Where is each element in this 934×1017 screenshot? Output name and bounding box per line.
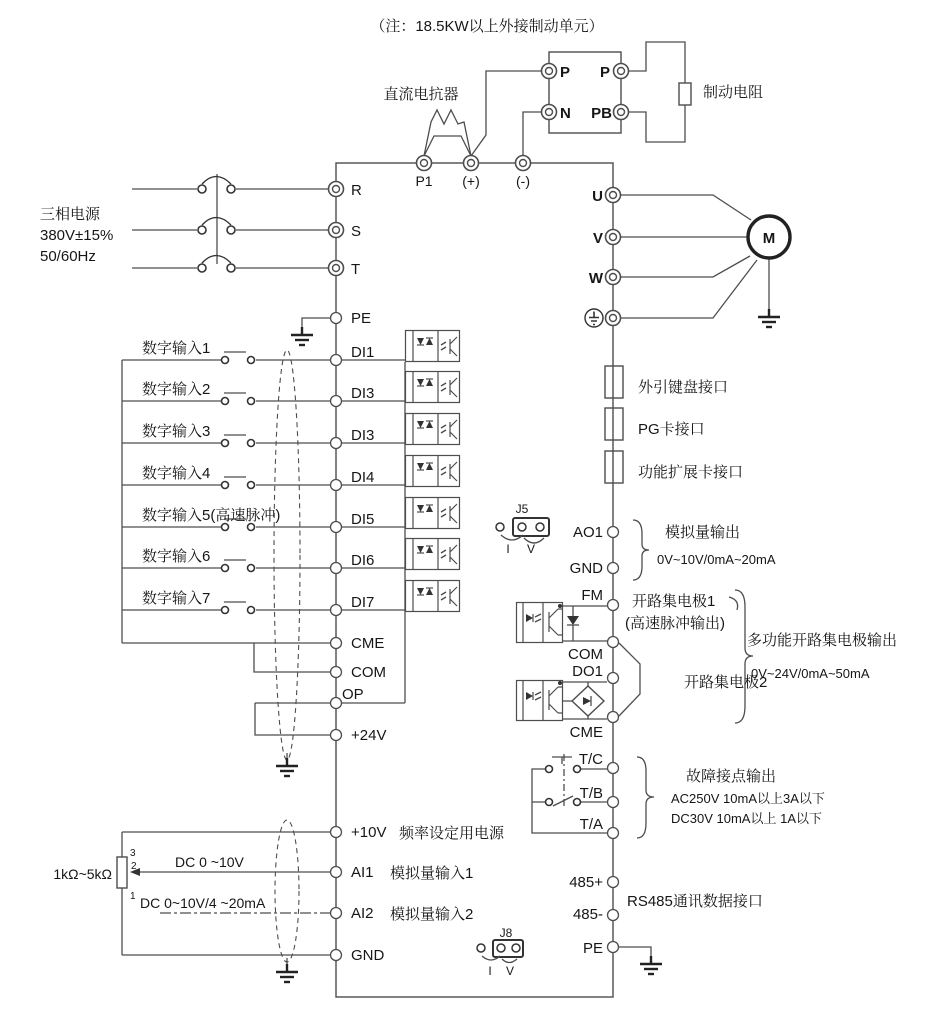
terminal-tc [608, 763, 619, 774]
terminal-oc-cme [608, 712, 619, 723]
terminal-plus [464, 156, 479, 171]
di3-switch [222, 440, 255, 447]
ai2-signal-label: DC 0~10V/4 ~20mA [140, 895, 266, 911]
terminal-minus [516, 156, 531, 171]
label-ao-gnd: GND [569, 560, 603, 577]
terminal-485n [608, 910, 619, 921]
terminal-gnd [331, 950, 342, 961]
label-oc-range: 0V~24V/0mA~50mA [751, 666, 870, 681]
label-r: R [351, 182, 362, 199]
label-com: COM [351, 664, 386, 681]
fm-optocoupler-icon [517, 603, 563, 643]
terminal-di5 [331, 522, 342, 533]
di6-terminal-label: DI6 [351, 552, 375, 569]
analog-output [608, 520, 650, 580]
terminal-485p [608, 877, 619, 888]
label-brake-p-right: P [599, 64, 610, 81]
terminal-brake-p-right [614, 64, 629, 79]
terminal-oc-com [608, 637, 619, 648]
di1-terminal-label: DI1 [351, 344, 375, 361]
reactor-label: 直流电抗器 [383, 86, 459, 103]
di6-label: 数字输入6 [142, 548, 211, 565]
ai1-signal-label: DC 0 ~10V [175, 854, 244, 870]
di4-switch [222, 482, 255, 489]
terminal-di4 [331, 480, 342, 491]
label-relay-title: 故障接点输出 [686, 768, 777, 785]
pot-pin1: 1 [130, 891, 136, 902]
label-oc2: 开路集电极2 [684, 674, 768, 691]
pg-card-interface-symbol [605, 408, 623, 440]
braking-resistor-symbol [679, 83, 691, 105]
terminal-pe2 [608, 942, 619, 953]
di5-optocoupler-icon [406, 498, 460, 529]
terminal-earth [606, 311, 621, 326]
terminal-di6 [331, 563, 342, 574]
comm-section [608, 877, 663, 975]
label-485p: 485+ [569, 874, 603, 891]
di2-label: 数字输入2 [142, 381, 211, 398]
pot-pin2: 2 [131, 861, 137, 872]
label-24v: +24V [351, 727, 387, 744]
label-fm: FM [581, 587, 603, 604]
di-shield-ground-symbol [276, 758, 298, 776]
label-s: S [351, 223, 362, 240]
terminal-brake-pb [614, 105, 629, 120]
label-ai2: AI2 [351, 905, 374, 922]
di3-label: 数字输入3 [142, 423, 211, 440]
label-minus: (-) [516, 173, 530, 189]
terminal-com [331, 667, 342, 678]
j5-i-label: I [506, 542, 510, 556]
note-top: （注：18.5KW以上外接制动单元） [370, 18, 604, 35]
label-ai2-desc: 模拟量输入2 [390, 906, 474, 923]
pe-ground-symbol [291, 327, 313, 345]
pot-value-label: 1kΩ~5kΩ [53, 866, 112, 882]
option-interfaces [605, 366, 623, 483]
pot-pin3: 3 [130, 848, 136, 859]
di4-terminal-label: DI4 [351, 469, 375, 486]
label-tb: T/B [579, 785, 603, 802]
terminal-di3 [331, 438, 342, 449]
motor-output [585, 188, 790, 328]
potentiometer-symbol [117, 857, 127, 888]
terminal-ao-gnd [608, 563, 619, 574]
di2-terminal-label: DI3 [351, 385, 375, 402]
keyboard-interface-symbol [605, 366, 623, 398]
di7-label: 数字输入7 [142, 590, 211, 607]
label-cme: CME [351, 635, 385, 652]
do1-optocoupler-icon [517, 681, 563, 721]
j5-jumper [496, 518, 549, 543]
pe2-ground-symbol [640, 956, 662, 974]
supply-label-2: 380V±15% [40, 227, 114, 244]
label-relay-spec1: AC250V 10mA以上3A以下 [671, 791, 825, 806]
label-oc1-sub: (高速脉冲输出) [625, 615, 725, 632]
expansion-card-interface-symbol [605, 451, 623, 483]
supply-label-3: 50/60Hz [40, 248, 96, 265]
terminal-w [606, 270, 621, 285]
di6-optocoupler-icon [406, 539, 460, 570]
label-10v: +10V [351, 824, 387, 841]
di4-optocoupler-icon [406, 456, 460, 487]
label-relay-spec2: DC30V 10mA以上 1A以下 [671, 811, 822, 826]
label-ta: T/A [579, 816, 603, 833]
supply-label-1: 三相电源 [40, 206, 101, 223]
label-oc-com: COM [568, 646, 603, 663]
label-ao-range: 0V~10V/0mA~20mA [657, 552, 776, 567]
di3-optocoupler-icon [406, 414, 460, 445]
terminal-di1 [331, 355, 342, 366]
di3-terminal-label: DI3 [351, 427, 375, 444]
terminal-10v [331, 827, 342, 838]
label-tc: T/C [578, 751, 603, 768]
di1-label: 数字输入1 [142, 340, 211, 357]
j5-label: J5 [515, 502, 529, 516]
label-ao1: AO1 [572, 524, 603, 541]
terminal-cme [331, 638, 342, 649]
terminal-di7 [331, 605, 342, 616]
label-motor-m: M [762, 230, 776, 247]
motor-ground-symbol [758, 309, 780, 327]
terminal-brake-n [542, 105, 557, 120]
di6-switch [222, 565, 255, 572]
terminal-di2 [331, 396, 342, 407]
braking-resistor-label: 制动电阻 [703, 84, 764, 101]
label-oc-cme: CME [569, 724, 603, 741]
label-485n: 485- [572, 906, 603, 923]
label-pg-interface: PG卡接口 [638, 421, 705, 438]
label-oc-group: 多功能开路集电极输出 [747, 632, 898, 649]
ai-shield-ground-symbol [276, 964, 298, 982]
j8-i-label: I [488, 964, 492, 978]
terminal-24v [331, 730, 342, 741]
fm-diode-icon [567, 616, 579, 625]
di-shield-cable [274, 350, 300, 776]
di7-optocoupler-icon [406, 581, 460, 612]
terminal-do1 [608, 673, 619, 684]
terminal-ta [608, 828, 619, 839]
label-ai1-desc: 模拟量输入1 [390, 865, 474, 882]
label-v: V [592, 230, 603, 247]
di1-optocoupler-icon [406, 331, 460, 362]
braking-circuit [424, 42, 691, 156]
label-p1: P1 [415, 173, 433, 189]
terminal-t [329, 261, 344, 276]
label-expansion-interface: 功能扩展卡接口 [638, 464, 744, 481]
terminal-u [606, 188, 621, 203]
di2-optocoupler-icon [406, 372, 460, 403]
ai-shield-cable [275, 820, 299, 962]
j8-jumper [477, 940, 523, 963]
di7-terminal-label: DI7 [351, 594, 375, 611]
label-t: T [351, 261, 361, 278]
terminal-ao1 [608, 527, 619, 538]
common-terminals [122, 638, 342, 741]
di2-switch [222, 398, 255, 405]
j8-v-label: V [505, 964, 515, 978]
j8-label: J8 [499, 926, 513, 940]
three-phase-input [132, 174, 344, 345]
terminal-p1 [417, 156, 432, 171]
terminal-v [606, 230, 621, 245]
label-gnd: GND [351, 947, 385, 964]
label-do1: DO1 [572, 663, 603, 680]
label-10v-desc: 频率设定用电源 [399, 825, 505, 842]
label-pe: PE [351, 310, 372, 327]
label-op: OP [342, 686, 364, 703]
inverter-body-outline [336, 163, 613, 997]
terminal-ai1 [331, 867, 342, 878]
terminal-ai2 [331, 908, 342, 919]
di5-terminal-label: DI5 [351, 511, 375, 528]
label-w: W [588, 270, 603, 287]
label-keyboard-interface: 外引键盘接口 [638, 379, 729, 396]
label-u: U [592, 188, 603, 205]
label-rs485: RS485通讯数据接口 [627, 893, 763, 910]
label-oc1: 开路集电极1 [632, 593, 716, 610]
terminal-op [331, 698, 342, 709]
label-ai1: AI1 [351, 864, 374, 881]
label-brake-p-left: P [560, 64, 571, 81]
label-ao-desc: 模拟量输出 [665, 524, 741, 541]
label-plus: (+) [462, 173, 480, 189]
terminal-s [329, 223, 344, 238]
label-brake-n: N [560, 105, 571, 122]
di5-label: 数字输入5(高速脉冲) [142, 507, 281, 524]
terminal-fm [608, 600, 619, 611]
earth-in-circle-icon [585, 309, 603, 327]
di1-switch [222, 357, 255, 364]
di7-switch [222, 607, 255, 614]
terminal-r [329, 182, 344, 197]
label-brake-pb: PB [591, 105, 612, 122]
terminal-brake-p-left [542, 64, 557, 79]
di5-switch [222, 524, 255, 531]
terminal-pe [331, 313, 342, 324]
di4-label: 数字输入4 [142, 465, 211, 482]
terminal-tb [608, 797, 619, 808]
j5-v-label: V [526, 542, 536, 556]
label-pe2: PE [582, 940, 603, 957]
